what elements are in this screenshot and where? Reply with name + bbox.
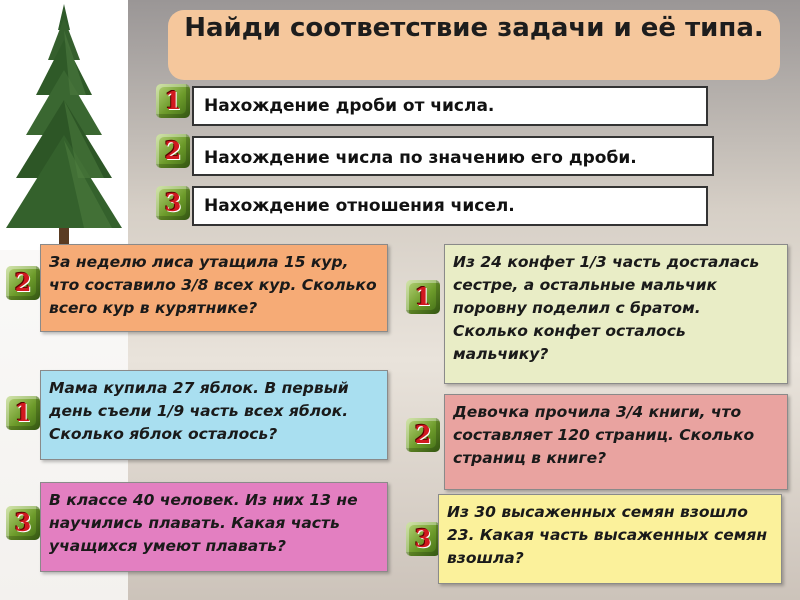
type-2-number-icon: 2 (156, 134, 190, 168)
problem-1-badge-icon: 2 (6, 266, 40, 300)
type-2-label: Нахождение числа по значению его дроби. (192, 136, 714, 176)
type-1-label: Нахождение дроби от числа. (192, 86, 708, 126)
problem-5-badge-icon: 3 (6, 506, 40, 540)
fir-tree-image (0, 0, 128, 250)
type-1-number-icon: 1 (156, 84, 190, 118)
problem-6-badge-icon: 3 (406, 522, 440, 556)
type-3-number-icon: 3 (156, 186, 190, 220)
problem-card-book: Девочка прочила 3/4 книги, что составляет 120 страниц. Сколько страниц в книге? (444, 394, 788, 490)
problem-card-apples: Мама купила 27 яблок. В первый день съели 1/9 часть всех яблок. Сколько яблок осталось? (40, 370, 388, 460)
problem-2-badge-icon: 1 (406, 280, 440, 314)
problem-card-candies: Из 24 конфет 1/3 часть досталась сестре, а остальные мальчик поровну поделил с братом. Сколько конфет осталось мальчику? (444, 244, 788, 384)
problem-card-seeds: Из 30 высаженных семян взошло 23. Какая часть высаженных семян взошла? (438, 494, 782, 584)
type-3-label: Нахождение отношения чисел. (192, 186, 708, 226)
problem-card-swimming: В классе 40 человек. Из них 13 не научились плавать. Какая часть учащихся умеют плавать? (40, 482, 388, 572)
problem-4-badge-icon: 2 (406, 418, 440, 452)
problem-card-fox: За неделю лиса утащила 15 кур, что составило 3/8 всех кур. Сколько всего кур в курятнике? (40, 244, 388, 332)
problem-3-badge-icon: 1 (6, 396, 40, 430)
slide-title: Найди соответствие задачи и её типа. (168, 10, 780, 80)
